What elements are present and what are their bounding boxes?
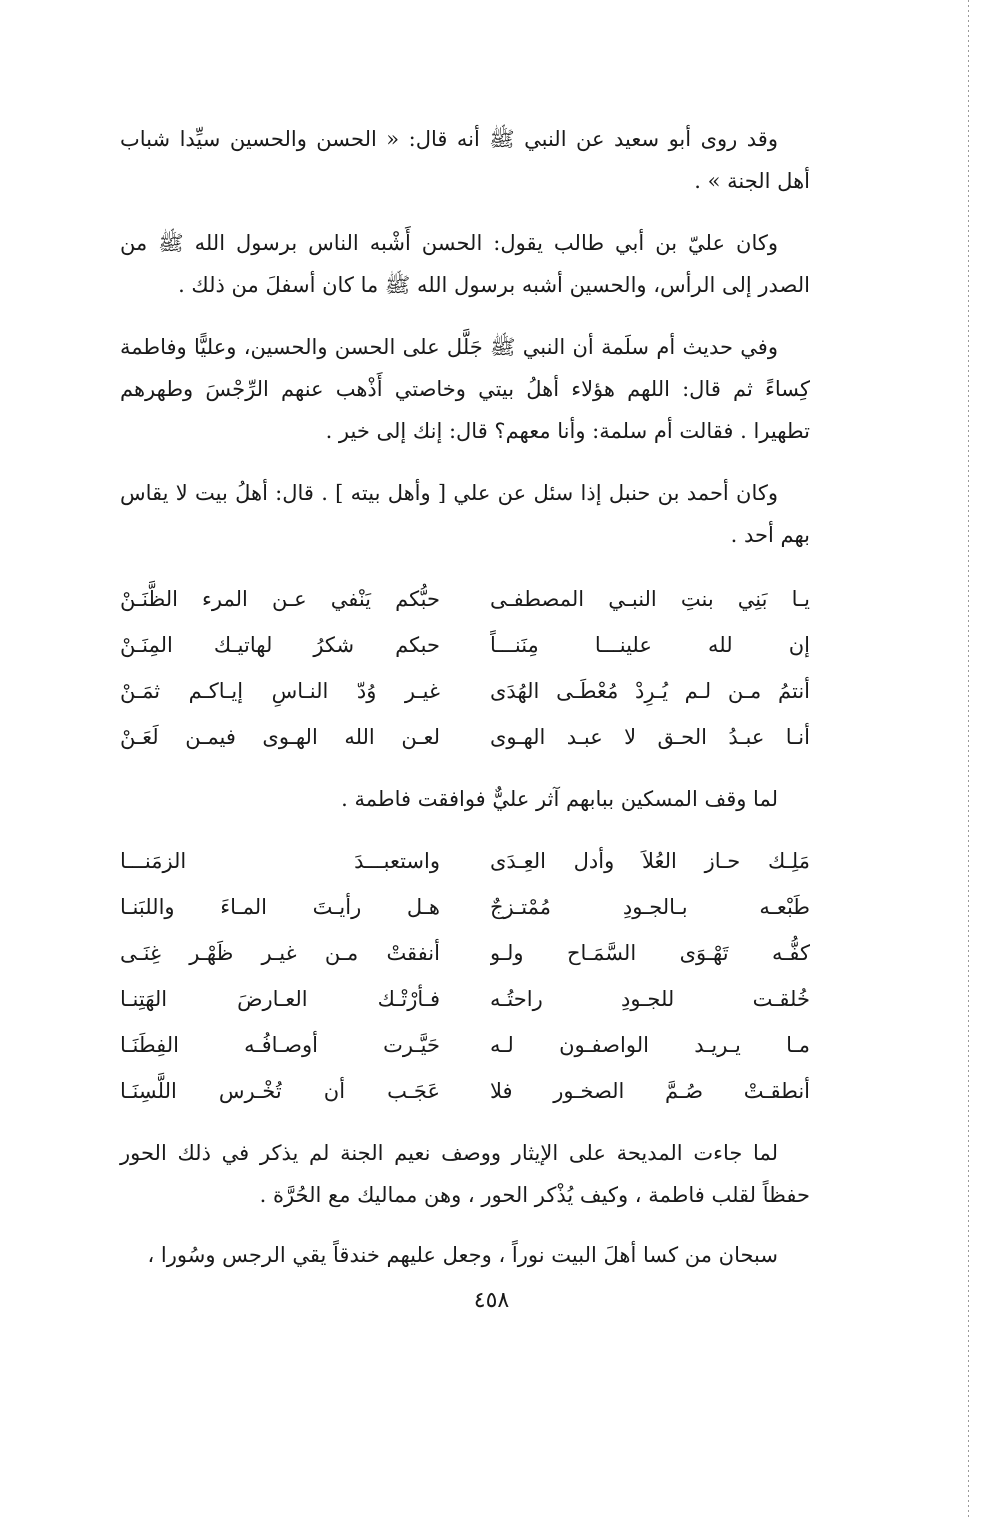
verse-second-hemistich: واستعبـــدَ الزمَنـــا: [120, 849, 440, 873]
poem-verse: [120, 714, 810, 760]
closing-line: سبحان من كسا أهلَ البيت نوراً ، وجعل عليهم خندقاً يقي الرجس وسُورا ،: [147, 1243, 778, 1267]
poem-first: [120, 576, 810, 760]
verse-first-hemistich: كفُّـه تَهْـوَى السَّمَـاح ولـو: [490, 941, 810, 965]
paragraph-umm-salama: وفي حديث أم سلَمة أن النبي ﷺ جَلَّل على الحسن والحسين، وعليًّا وفاطمة كِساءً ثم قال: اللهم هؤلاء أهلُ بيتي وخاصتي أَذْهب عنهم الرِّجْسَ وطهرهم تطهيرا . فقالت أم سلمة: وأنا معهم؟ قال: إنك إلى خير .: [120, 335, 810, 443]
verse-second-hemistich: هـل رأيـتَ المـاءَ واللبَنـا: [120, 895, 440, 919]
verse-second-hemistich: حبكم شكرُ لهاتيـك المِنَـنْ: [120, 633, 440, 657]
paragraph-ahmad-hanbal: وكان أحمد بن حنبل إذا سئل عن علي [ وأهل بيته ] . قال: أهلُ بيت لا يقاس بهم أحد .: [120, 481, 810, 547]
verse-first-hemistich: أنطقـتْ صُـمَّ الصخـور فلا: [490, 1079, 810, 1103]
poem-second: [120, 838, 810, 1114]
poem-verse: [120, 576, 810, 622]
page-number: ٤٥٨: [473, 1288, 510, 1313]
note-hur: لما جاءت المديحة على الإيثار ووصف نعيم الجنة لم يذكر في ذلك الحور حفظاً لقلب فاطمة ، وكيف يُذْكر الحور ، وهن مماليك مع الحُرَّة .: [120, 1141, 810, 1207]
verse-first-hemistich: إن لله علينـــا مِنَنـــاً: [490, 633, 810, 657]
paragraph-ali-saying: وكان عليّ بن أبي طالب يقول: الحسن أَشْبه الناس برسول الله ﷺ من الصدر إلى الرأس، والحسين أشبه برسول الله ﷺ ما كان أسفلَ من ذلك .: [120, 231, 810, 297]
verse-first-hemistich: مـا يـريـد الواصفـون لـه: [490, 1033, 810, 1057]
verse-second-hemistich: عَجَـب أن تُخْـرس اللَّسِنَـا: [120, 1079, 440, 1103]
poem-verse: [120, 930, 810, 976]
verse-second-hemistich: غيـر وُدّ النـاسِ إيـاكـم ثمَـنْ: [120, 679, 440, 703]
verse-second-hemistich: فـأرْتْـك العـارضَ الهَتِنـا: [120, 987, 440, 1011]
poem-verse: [120, 1068, 810, 1114]
verse-first-hemistich: خُلقـت للجـودِ راحتُـه: [490, 987, 810, 1011]
verse-first-hemistich: مَلِـك حـاز العُلاَ وأدل العِـدَى: [490, 849, 810, 873]
poem-verse: [120, 884, 810, 930]
poem-verse: [120, 976, 810, 1022]
page-content: [120, 118, 810, 1294]
verse-second-hemistich: لعـن الله الهـوى فيمـن لَعَـنْ: [120, 725, 440, 749]
verse-second-hemistich: حَيَّـرت أوصـافُـه الفِطَنَـا: [120, 1033, 440, 1057]
verse-second-hemistich: حبُّكم يَنْفي عـن المرء الظَّنَـنْ: [120, 587, 440, 611]
poem-verse: [120, 1022, 810, 1068]
verse-first-hemistich: طَبْعـه بـالجـودِ مُمْتـزجٌ: [490, 895, 810, 919]
poem-verse: [120, 668, 810, 714]
paragraph-abu-said: وقد روى أبو سعيد عن النبي ﷺ أنه قال: « الحسن والحسين سيِّدا شباب أهل الجنة » .: [120, 127, 810, 193]
note-miskin: لما وقف المسكين ببابهم آثر عليٌّ فوافقت فاطمة .: [341, 787, 778, 811]
verse-first-hemistich: أنـا عبـدُ الحـق لا عبـد الهـوى: [490, 725, 810, 749]
verse-first-hemistich: يـا بَنِي بنتِ النبـي المصطفـى: [490, 587, 810, 611]
poem-verse: [120, 838, 810, 884]
verse-second-hemistich: أنفقتْ مـن غيـر ظَهْـر غِنَـى: [120, 941, 440, 965]
poem-verse: [120, 622, 810, 668]
verse-first-hemistich: أنتمُ مـن لـم يُـرِدْ مُعْطَـى الهُدَى: [490, 679, 810, 703]
